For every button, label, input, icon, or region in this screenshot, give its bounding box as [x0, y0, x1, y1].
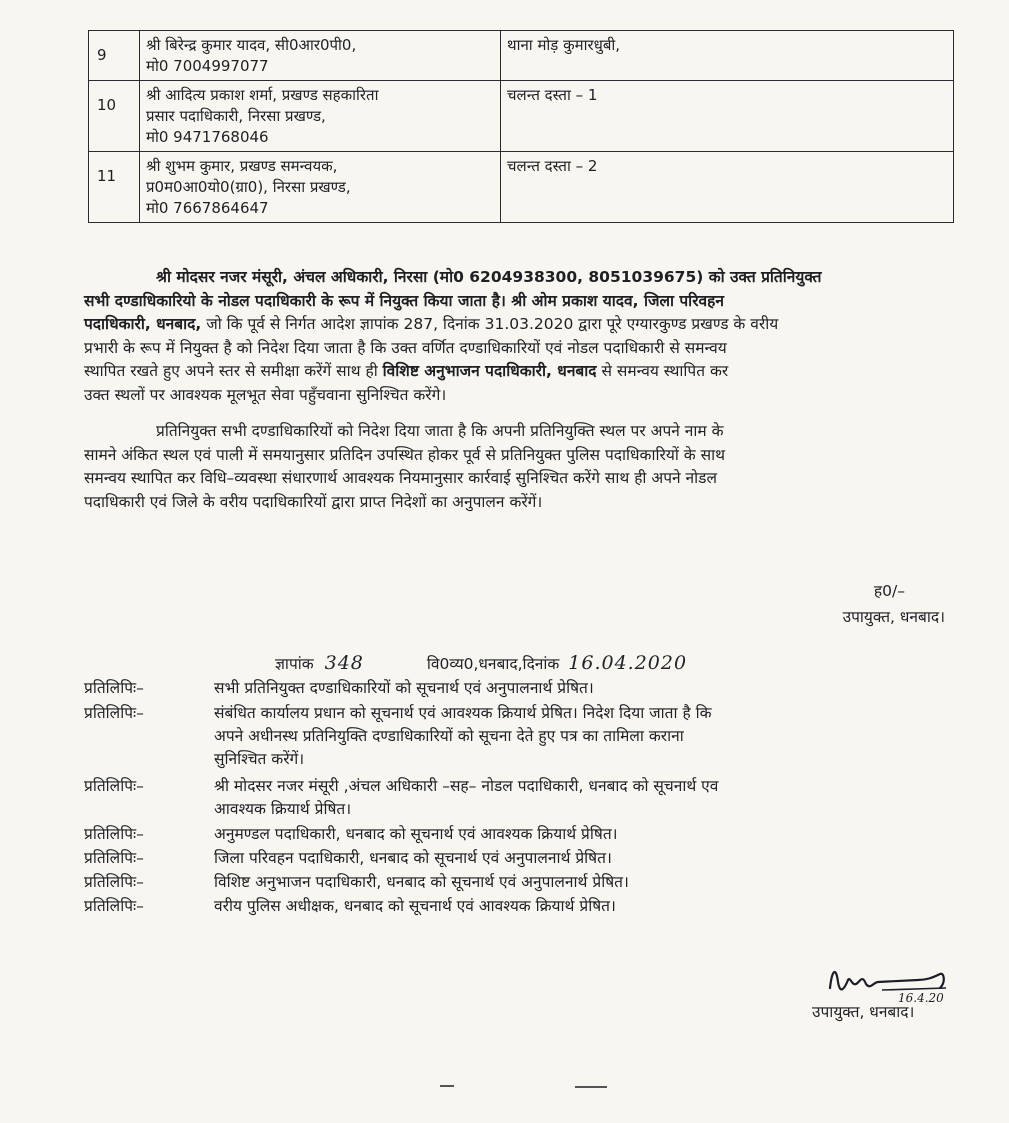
scan-mark	[575, 1086, 607, 1088]
copy-line: सभी प्रतिनियुक्त दण्डाधिकारियों को सूचनार्थ एवं अनुपालनार्थ प्रेषित।	[214, 679, 594, 697]
memo-number: 348	[324, 652, 364, 674]
deployment-table	[88, 30, 954, 223]
instruction-paragraph	[84, 420, 956, 514]
copy-text	[214, 871, 960, 894]
location-cell: चलन्त दस्ता – 1	[501, 81, 954, 152]
final-designation: उपायुक्त, धनबाद।	[812, 1003, 915, 1021]
signed-mark: ह0/–	[873, 582, 905, 600]
table-row	[89, 152, 954, 223]
copy-line: जिला परिवहन पदाधिकारी, धनबाद को सूचनार्थ एवं अनुपालनार्थ प्रेषित।	[214, 849, 612, 867]
copy-line: विशिष्ट अनुभाजन पदाधिकारी, धनबाद को सूचनार्थ एवं अनुपालनार्थ प्रेषित।	[214, 873, 629, 891]
paragraph-line: प्रतिनियुक्त सभी दण्डाधिकारियों को निदेश दिया जाता है कि अपनी प्रतिनियुक्ति स्थल पर अपने नाम के	[156, 422, 724, 440]
nodal-officer-paragraph	[84, 266, 956, 407]
officer-line: श्री आदित्य प्रकाश शर्मा, प्रखण्ड सहकारिता	[146, 86, 379, 104]
copy-text	[214, 895, 960, 918]
officer-line: प्रसार पदाधिकारी, निरसा प्रखण्ड,	[146, 107, 326, 125]
signature-date: 16.4.20	[898, 991, 944, 1004]
bold-phrase: विशिष्ट अनुभाजन पदाधिकारी, धनबाद	[382, 362, 597, 380]
copy-line: सुनिश्चित करेंगें।	[214, 750, 305, 768]
paragraph-line: श्री मोदसर नजर मंसूरी, अंचल अधिकारी, निरसा (मो0 6204938300, 8051039675) को उक्त प्रतिनियुक्त	[156, 268, 822, 286]
paragraph-line	[84, 313, 956, 337]
memo-date: 16.04.2020	[568, 652, 688, 674]
officer-cell	[140, 81, 501, 152]
paragraph-line: समन्वय स्थापित कर विधि–व्यवस्था संधारणार्थ आवश्यक नियमानुसार कार्रवाई सुनिश्चित करेंगे साथ ही अपने नोडल	[84, 469, 717, 487]
copy-text	[214, 823, 960, 846]
copy-label: प्रतिलिपिः–	[84, 873, 144, 891]
copy-line: वरीय पुलिस अधीक्षक, धनबाद को सूचनार्थ एवं आवश्यक क्रियार्थ प्रेषित।	[214, 897, 616, 915]
row-number: 9	[89, 31, 140, 81]
row-number: 11	[89, 152, 140, 223]
paragraph-line: उक्त स्थलों पर आवश्यक मूलभूत सेवा पहुँचवाना सुनिश्चित करेंगे।	[84, 385, 447, 404]
text-run: से समन्वय स्थापित कर	[596, 362, 729, 380]
copy-label: प्रतिलिपिः–	[84, 897, 144, 915]
paragraph-line: पदाधिकारी एवं जिले के वरीय पदाधिकारियों द्वारा प्राप्त निदेशों का अनुपालन करेंगें।	[84, 492, 543, 511]
officer-cell	[140, 31, 501, 81]
copy-line: अपने अधीनस्थ प्रतिनियुक्ति दण्डाधिकारियों को सूचना देते हुए पत्र का तामिला कराना	[214, 727, 684, 745]
copy-label: प्रतिलिपिः–	[84, 777, 144, 795]
copy-text	[214, 677, 960, 700]
copy-line: संबंधित कार्यालय प्रधान को सूचनार्थ एवं आवश्यक क्रियार्थ प्रेषित। निदेश दिया जाता है कि	[214, 704, 712, 722]
copy-line: अनुमण्डल पदाधिकारी, धनबाद को सूचनार्थ एवं आवश्यक क्रियार्थ प्रेषित।	[214, 825, 618, 843]
text-run: स्थापित रखते हुए अपने स्तर से समीक्षा करेंगें साथ ही	[84, 362, 383, 380]
bold-phrase: पदाधिकारी, धनबाद,	[84, 315, 202, 333]
memo-line	[275, 652, 687, 674]
memo-label: ज्ञापांक	[275, 655, 314, 673]
paragraph-line: प्रभारी के रूप में नियुक्त है को निदेश दिया जाता है कि उक्त वर्णित दण्डाधिकारियों एवं नोडल पदाधिकारी से समन्वय	[84, 338, 727, 357]
officer-line: मो0 7004997077	[146, 57, 269, 75]
paragraph-line	[84, 360, 956, 384]
officer-line: प्र0म0आ0यो0(ग्रा0), निरसा प्रखण्ड,	[146, 178, 351, 196]
signoff-block	[780, 578, 945, 630]
copy-label: प्रतिलिपिः–	[84, 704, 144, 722]
paragraph-line: सभी दण्डाधिकारियो के नोडल पदाधिकारी के रूप में नियुक्त किया जाता है। श्री ओम प्रकाश यादव, जिला परिवहन	[84, 291, 724, 310]
officer-line: श्री बिरेन्द्र कुमार यादव, सी0आर0पी0,	[146, 36, 357, 54]
table-row	[89, 81, 954, 152]
text-run: जो कि पूर्व से निर्गत आदेश ज्ञापांक 287, दिनांक 31.03.2020 द्वारा पूरे एग्यारकुण्ड प्रखण्ड के वरीय	[201, 315, 779, 333]
copy-label: प्रतिलिपिः–	[84, 825, 144, 843]
handwritten-signature	[822, 960, 962, 1004]
officer-line: मो0 7667864647	[146, 199, 269, 217]
copy-text	[214, 847, 960, 870]
copy-line: श्री मोदसर नजर मंसूरी ,अंचल अधिकारी –सह– नोडल पदाधिकारी, धनबाद को सूचनार्थ एव	[214, 777, 719, 795]
copy-text	[214, 775, 960, 821]
copy-label: प्रतिलिपिः–	[84, 849, 144, 867]
copy-label: प्रतिलिपिः–	[84, 679, 144, 697]
scan-mark	[440, 1085, 454, 1087]
memo-office-date-label: वि0व्य0,धनबाद,दिनांक	[426, 655, 560, 673]
location-cell: थाना मोड़ कुमारधुबी,	[501, 31, 954, 81]
officer-line: श्री शुभम कुमार, प्रखण्ड समन्वयक,	[146, 157, 338, 175]
copy-text	[214, 702, 960, 771]
paragraph-line: सामने अंकित स्थल एवं पाली में समयानुसार प्रतिदिन उपस्थित होकर पूर्व से प्रतिनियुक्त पुलिस पदाधिकारियों के साथ	[84, 445, 725, 464]
officer-line: मो0 9471768046	[146, 128, 269, 146]
location-cell: चलन्त दस्ता – 2	[501, 152, 954, 223]
table-row	[89, 31, 954, 81]
officer-cell	[140, 152, 501, 223]
row-number: 10	[89, 81, 140, 152]
designation: उपायुक्त, धनबाद।	[842, 608, 945, 626]
copy-line: आवश्यक क्रियार्थ प्रेषित।	[214, 800, 352, 818]
